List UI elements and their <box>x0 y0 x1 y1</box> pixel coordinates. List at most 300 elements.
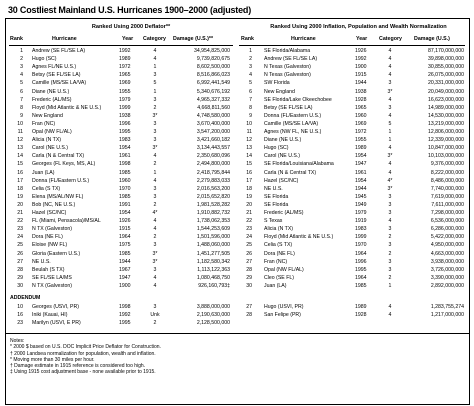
cell-damage: 1,080,468,750 <box>196 274 230 281</box>
cell-rank: 25 <box>17 242 23 249</box>
table-row <box>6 217 469 225</box>
cell-year: 1944 <box>355 185 367 192</box>
cell-rank: 11 <box>246 129 252 135</box>
cell-category: 1 <box>388 137 392 144</box>
cell-damage: 5,340,676,192 <box>196 88 230 95</box>
addendum-label: ADDENDUM <box>10 295 41 301</box>
cell-rank: 25 <box>246 242 252 249</box>
cell-damage: 2,128,500,000 <box>196 320 230 327</box>
table-row <box>6 319 469 327</box>
notes-label: Notes: <box>10 338 25 344</box>
cell-category: 3 <box>388 193 392 200</box>
cell-damage: 2,892,000,000 <box>430 282 464 289</box>
cell-year: 1964 <box>355 250 367 257</box>
table-row <box>6 96 469 104</box>
cell-hurricane: Juan (LA) <box>264 282 287 289</box>
table-row <box>6 274 469 282</box>
cell-rank: 24 <box>17 234 23 241</box>
cell-damage: 2,494,800,000 <box>196 161 230 168</box>
cell-rank: 16 <box>17 312 23 319</box>
table-row <box>6 88 469 96</box>
cell-damage: 3,938,000,000 <box>430 258 464 265</box>
cell-year: 1960 <box>119 177 131 184</box>
cell-category: 5 <box>153 80 157 87</box>
cell-year: 1992 <box>119 312 131 319</box>
cell-rank: 4 <box>20 72 23 79</box>
cell-category: 3 <box>388 80 392 87</box>
cell-category: 4 <box>388 145 392 152</box>
left-section-title: Ranked Using 2000 Deflator** <box>91 24 171 30</box>
cell-category: 4* <box>152 210 158 216</box>
cell-category: 4 <box>153 56 157 63</box>
cell-damage: 20,331,000,000 <box>427 80 464 87</box>
cell-damage: 7,298,000,000 <box>430 210 464 216</box>
cell-year: 1947 <box>355 161 367 168</box>
cell-hurricane: Elena (MS/AL/NW FL) <box>32 193 84 200</box>
cell-rank: 7 <box>249 96 252 103</box>
note-line: ‡ Using 1915 cost adjustment base - none available prior to 1915. <box>10 369 156 376</box>
left-header-rule <box>9 45 233 46</box>
cell-year: 1985 <box>119 193 131 200</box>
cell-hurricane: Alicia (N TX) <box>32 137 62 144</box>
left-header-year: Year <box>122 36 134 42</box>
cell-damage: 6,992,441,549 <box>196 80 230 87</box>
cell-damage: 2,279,883,033 <box>196 177 230 184</box>
cell-year: 1944 <box>119 258 131 265</box>
cell-rank: 5 <box>249 80 252 87</box>
cell-rank: 30 <box>17 282 23 289</box>
cell-category: 3 <box>153 120 157 127</box>
cell-year: 1947 <box>119 274 131 281</box>
cell-damage: 1,501,596,000 <box>196 234 230 241</box>
cell-year: 1992 <box>355 56 367 63</box>
cell-category: 1 <box>153 88 157 95</box>
cell-rank: 28 <box>17 266 23 273</box>
cell-rank: 9 <box>20 112 23 119</box>
cell-year: 1979 <box>355 210 367 216</box>
cell-hurricane: Betsy (SE FL/SE LA) <box>264 104 313 111</box>
cell-damage: 10,103,000,000 <box>427 153 464 160</box>
cell-rank: 10 <box>17 120 23 127</box>
cell-category: 3* <box>152 250 158 257</box>
cell-rank: 28 <box>246 266 252 273</box>
cell-rank: 15 <box>17 161 23 168</box>
cell-category: 1 <box>388 129 392 135</box>
cell-year: 1985 <box>119 250 131 257</box>
cell-hurricane: Agnes (NW FL, NE U.S.) <box>264 129 322 135</box>
cell-rank: 17 <box>17 177 23 184</box>
cell-damage: 1,544,253,609 <box>196 226 230 233</box>
cell-rank: 30 <box>246 282 252 289</box>
cell-category: Unk <box>150 312 160 319</box>
cell-year: 1989 <box>355 145 367 152</box>
cell-damage: 20,049,000,000 <box>427 88 464 95</box>
cell-rank: 22 <box>246 218 252 225</box>
cell-hurricane: N Texas (Galveston) <box>264 64 311 71</box>
cell-year: 1972 <box>355 129 367 135</box>
notes-rule <box>6 333 469 334</box>
cell-category: 2 <box>153 104 157 111</box>
cell-damage: 8,222,000,000 <box>430 169 464 176</box>
cell-category: 2 <box>388 274 392 281</box>
table-row <box>6 112 469 120</box>
cell-hurricane: Andrew (SE FL/SE LA) <box>264 56 318 63</box>
table-row <box>6 201 469 209</box>
cell-hurricane: New England <box>32 112 63 119</box>
table-row <box>6 241 469 249</box>
cell-rank: 3 <box>249 64 252 71</box>
right-header-rank: Rank <box>241 36 254 42</box>
cell-category: 3* <box>152 145 158 152</box>
cell-damage: 2,350,680,096 <box>196 153 230 160</box>
cell-category: 4 <box>388 112 392 119</box>
cell-hurricane: SW Florida <box>264 80 290 87</box>
note-line: * Moving more than 30 miles per hour. <box>10 356 95 363</box>
cell-year: 1969 <box>119 80 131 87</box>
table-row <box>6 71 469 79</box>
cell-damage: 3,547,200,000 <box>196 129 230 135</box>
cell-category: 3 <box>153 137 157 144</box>
cell-rank: 12 <box>246 137 252 144</box>
cell-year: 1964 <box>355 274 367 281</box>
cell-rank: 8 <box>249 104 252 111</box>
cell-damage: 1,113,122,363 <box>197 266 230 273</box>
cell-category: 3 <box>153 96 157 103</box>
cell-rank: 2 <box>249 56 252 63</box>
cell-damage: 9,739,820,675 <box>196 56 230 63</box>
cell-category: 3* <box>387 88 393 95</box>
cell-damage: 2,190,630,000 <box>196 312 230 319</box>
table-row <box>6 160 469 168</box>
cell-hurricane: Celia (S TX) <box>32 185 61 192</box>
cell-rank: 8 <box>20 104 23 111</box>
cell-category: 4 <box>153 177 157 184</box>
cell-category: 3 <box>153 129 157 135</box>
note-line: * 2000 $ based on U.S. DOC Implicit Price Deflator for Construction. <box>10 344 161 351</box>
cell-year: 1996 <box>355 258 367 265</box>
cell-year: 1945 <box>355 193 367 200</box>
cell-year: 1983 <box>119 137 131 144</box>
cell-category: 4 <box>388 48 392 54</box>
cell-year: 1989 <box>355 304 367 310</box>
cell-year: 1961 <box>119 153 131 160</box>
cell-year: 1964 <box>119 234 131 241</box>
cell-category: 4 <box>388 64 392 71</box>
cell-category: 2 <box>153 320 157 327</box>
cell-damage: 4,668,811,560 <box>197 104 230 111</box>
cell-category: 3 <box>388 210 392 216</box>
cell-rank: 13 <box>246 145 252 152</box>
cell-rank: 1 <box>249 48 252 54</box>
cell-hurricane: Frederic (AL/MS) <box>32 96 72 103</box>
cell-rank: 27 <box>246 304 252 310</box>
cell-damage: 6,536,000,000 <box>430 218 464 225</box>
cell-damage: 2,418,795,844 <box>196 169 230 176</box>
cell-hurricane: Floyd (Mid Atlantic & NE U.S.) <box>264 234 334 241</box>
cell-hurricane: Carla (N & Central TX) <box>32 153 85 160</box>
page-title: 30 Costliest Mainland U.S. Hurricanes 1900–2000 (adjusted) <box>8 5 251 15</box>
cell-damage: 10,847,000,000 <box>427 145 464 152</box>
cell-category: 2 <box>153 234 157 241</box>
cell-year: 1944 <box>355 80 367 87</box>
cell-rank: 22 <box>17 218 23 225</box>
left-header-hurricane: Hurricane <box>52 36 77 42</box>
cell-category: 4 <box>388 56 392 63</box>
cell-category: 4 <box>388 304 392 310</box>
cell-damage: 6,286,000,000 <box>430 226 464 233</box>
cell-rank: 19 <box>17 193 23 200</box>
table-row <box>6 311 469 319</box>
table-row <box>6 303 469 311</box>
cell-category: 3 <box>153 193 157 200</box>
cell-category: 3 <box>153 304 157 310</box>
cell-rank: 21 <box>17 210 23 216</box>
cell-hurricane: SE Florida <box>264 201 289 208</box>
cell-hurricane: SE Florida/Louisiana/Alabama <box>264 161 334 168</box>
cell-year: 1991 <box>119 201 131 208</box>
cell-rank: 27 <box>17 258 23 265</box>
cell-rank: 27 <box>246 258 252 265</box>
cell-year: 1998 <box>119 161 131 168</box>
cell-hurricane: Celia (S TX) <box>264 242 293 249</box>
cell-hurricane: Hazel (SC/NC) <box>32 210 67 216</box>
cell-year: 1949 <box>355 201 367 208</box>
cell-year: 1979 <box>119 96 131 103</box>
cell-hurricane: S Texas <box>264 218 283 225</box>
cell-year: 1970 <box>119 185 131 192</box>
table-row <box>6 128 469 136</box>
cell-hurricane: NE U.S. <box>264 185 283 192</box>
cell-damage: 1,283,755,274 <box>430 304 464 310</box>
cell-category: 2 <box>388 250 392 257</box>
cell-rank: 20 <box>246 201 252 208</box>
left-header-damage: Damage (U.S.)** <box>173 36 214 42</box>
cell-category: 3 <box>153 266 157 273</box>
cell-category: 4 <box>153 48 157 54</box>
table-row <box>6 169 469 177</box>
cell-hurricane: Hugo (SC) <box>32 56 57 63</box>
cell-hurricane: Andrew (SE FL/SE LA) <box>32 48 86 54</box>
cell-year: 1985 <box>119 169 131 176</box>
cell-rank: 3 <box>20 64 23 71</box>
cell-hurricane: Eloise (NW FL) <box>32 242 68 249</box>
cell-damage: 12,339,000,000 <box>427 137 464 144</box>
right-header-year: Year <box>356 36 368 42</box>
cell-category: 4 <box>388 169 392 176</box>
cell-rank: 23 <box>246 226 252 233</box>
cell-category: 3 <box>388 258 392 265</box>
cell-damage: 926,160,793‡ <box>198 282 230 289</box>
cell-hurricane: Fran (NC) <box>32 120 56 127</box>
cell-category: 4 <box>388 96 392 103</box>
cell-hurricane: SE Florida/Alabama <box>264 48 311 54</box>
cell-damage: 30,855,000,000 <box>427 64 464 71</box>
cell-category: 3 <box>388 201 392 208</box>
table-row <box>6 266 469 274</box>
cell-hurricane: Juan (LA) <box>32 169 55 176</box>
cell-hurricane: N TX (Galveston) <box>32 226 72 233</box>
cell-rank: 18 <box>17 185 23 192</box>
cell-hurricane: SE Florida <box>264 193 289 200</box>
cell-damage: 39,898,000,000 <box>427 56 464 63</box>
right-header-hurricane: Hurricane <box>291 36 316 42</box>
table-row <box>6 225 469 233</box>
cell-category: 3 <box>388 242 392 249</box>
table-row <box>6 120 469 128</box>
cell-rank: 10 <box>246 120 252 127</box>
cell-damage: 7,740,000,000 <box>430 185 464 192</box>
table-row <box>6 282 469 290</box>
cell-hurricane: Donna (FL/Eastern U.S.) <box>32 177 90 184</box>
cell-category: 3 <box>388 104 392 111</box>
cell-damage: 7,611,000,000 <box>431 201 464 208</box>
cell-category: 2 <box>153 201 157 208</box>
cell-category: 4 <box>153 274 157 281</box>
table-row <box>6 144 469 152</box>
cell-damage: 4,748,580,000 <box>196 112 230 119</box>
cell-damage: 8,602,500,000 <box>196 64 230 71</box>
cell-year: 1960 <box>355 112 367 119</box>
cell-year: 1985 <box>355 282 367 289</box>
cell-rank: 14 <box>17 153 23 160</box>
table-row <box>6 193 469 201</box>
cell-category: 4* <box>387 177 393 184</box>
cell-hurricane: Gloria (Eastern U.S.) <box>32 250 81 257</box>
cell-rank: 29 <box>246 274 252 281</box>
cell-category: 4 <box>388 218 392 225</box>
cell-hurricane: SE Florida/Lake Okeechobee <box>264 96 332 103</box>
cell-year: 1954 <box>355 177 367 184</box>
cell-year: 1900 <box>119 282 131 289</box>
cell-category: 4 <box>153 153 157 160</box>
cell-year: 1919 <box>355 218 367 225</box>
cell-category: 2 <box>388 234 392 241</box>
cell-damage: 8,486,000,000 <box>430 177 464 184</box>
cell-category: 1 <box>388 282 392 289</box>
cell-hurricane: N TX (Galveston) <box>32 282 72 289</box>
cell-damage: 34,954,825,000 <box>193 48 230 54</box>
cell-hurricane: Hugo (USVI, PR) <box>264 304 304 310</box>
cell-hurricane: Camille (MS/SE LA/VA) <box>264 120 319 127</box>
cell-hurricane: N Texas (Galveston) <box>264 72 311 79</box>
cell-category: 3* <box>387 185 393 192</box>
table-row <box>6 152 469 160</box>
cell-year: 1999 <box>119 104 131 111</box>
cell-hurricane: Cleo (SE FL) <box>264 274 294 281</box>
cell-rank: 14 <box>246 153 252 160</box>
cell-damage: 1,451,277,505 <box>196 250 230 257</box>
cell-damage: 9,376,000,000 <box>430 161 464 168</box>
cell-rank: 26 <box>246 250 252 257</box>
table-row <box>6 104 469 112</box>
right-header-damage: Damage (U.S.) <box>414 36 450 42</box>
cell-rank: 5 <box>20 80 23 87</box>
cell-category: 1 <box>153 64 157 71</box>
cell-hurricane: Betsy (SE FL/SE LA) <box>32 72 81 79</box>
cell-hurricane: Donna (FL/Eastern U.S.) <box>264 112 322 119</box>
cell-year: 1938 <box>355 88 367 95</box>
cell-year: 1915 <box>119 226 131 233</box>
cell-hurricane: SE FL/SE LA/MS <box>32 274 72 281</box>
table-row <box>6 209 469 217</box>
cell-rank: 17 <box>246 177 252 184</box>
cell-year: 1928 <box>355 96 367 103</box>
cell-rank: 21 <box>246 210 252 216</box>
cell-damage: 14,530,000,000 <box>427 112 464 119</box>
cell-rank: 10 <box>17 304 23 310</box>
cell-hurricane: Marilyn (USVI, E PR) <box>32 320 81 327</box>
cell-year: 1926 <box>355 48 367 54</box>
table-row <box>6 47 469 55</box>
cell-hurricane: Dora (NE FL) <box>264 250 295 257</box>
cell-damage: 3,390,000,000 <box>430 274 464 281</box>
cell-damage: 14,989,000,000 <box>427 104 464 111</box>
cell-rank: 20 <box>17 201 23 208</box>
cell-category: 3 <box>153 185 157 192</box>
table-row <box>6 79 469 87</box>
cell-hurricane: San Felipe (PR) <box>264 312 301 319</box>
cell-rank: 18 <box>246 185 252 192</box>
cell-damage: 3,726,000,000 <box>430 266 464 273</box>
cell-hurricane: Floyd (Mid Atlantic & NE U.S.) <box>32 104 102 111</box>
cell-hurricane: Dora (NE FL) <box>32 234 63 241</box>
cell-damage: 16,623,000,000 <box>427 96 464 103</box>
cell-year: 1992 <box>119 48 131 54</box>
cell-rank: 15 <box>246 161 252 168</box>
cell-damage: 13,219,000,000 <box>427 120 464 127</box>
table-row <box>6 250 469 258</box>
cell-damage: 3,888,000,000 <box>196 304 230 310</box>
cell-rank: 29 <box>17 274 23 281</box>
cell-rank: 24 <box>246 234 252 241</box>
cell-year: 1955 <box>119 88 131 95</box>
cell-hurricane: Opal (NW FL/AL) <box>32 129 72 135</box>
table-row <box>6 258 469 266</box>
cell-damage: 3,134,443,557 <box>196 145 230 152</box>
cell-year: 1995 <box>119 129 131 135</box>
cell-damage: 2,015,652,820 <box>196 193 230 200</box>
cell-category: 3 <box>388 266 392 273</box>
cell-rank: 16 <box>17 169 23 176</box>
cell-damage: 1,182,580,342 <box>196 258 230 265</box>
left-header-category: Category <box>143 36 166 42</box>
cell-rank: 28 <box>246 312 252 319</box>
cell-hurricane: Diane (NE U.S.) <box>32 88 70 95</box>
cell-rank: 23 <box>17 320 23 327</box>
cell-hurricane: Carol (NE U.S.) <box>264 153 301 160</box>
cell-category: 3* <box>152 112 158 119</box>
cell-hurricane: Hugo (SC) <box>264 145 289 152</box>
right-header-rule <box>239 45 465 46</box>
cell-rank: 13 <box>17 145 23 152</box>
cell-hurricane: Agnes FL/NE U.S.) <box>32 64 77 71</box>
cell-year: 1995 <box>119 320 131 327</box>
cell-hurricane: Beulah (S TX) <box>32 266 65 273</box>
cell-damage: 3,421,660,182 <box>196 137 230 144</box>
cell-year: 1998 <box>119 304 131 310</box>
table-frame <box>5 18 470 405</box>
cell-category: 4 <box>153 282 157 289</box>
cell-year: 1970 <box>355 242 367 249</box>
cell-year: 1955 <box>355 137 367 144</box>
cell-hurricane: Diane (NE U.S.) <box>264 137 302 144</box>
cell-category: 3* <box>387 153 393 160</box>
cell-hurricane: FL (Miami, Pensacola)/MS/AL <box>32 218 101 225</box>
cell-damage: 5,422,000,000 <box>430 234 464 241</box>
cell-damage: 1,217,000,000 <box>430 312 464 319</box>
cell-category: 4 <box>388 72 392 79</box>
cell-rank: 26 <box>17 250 23 257</box>
